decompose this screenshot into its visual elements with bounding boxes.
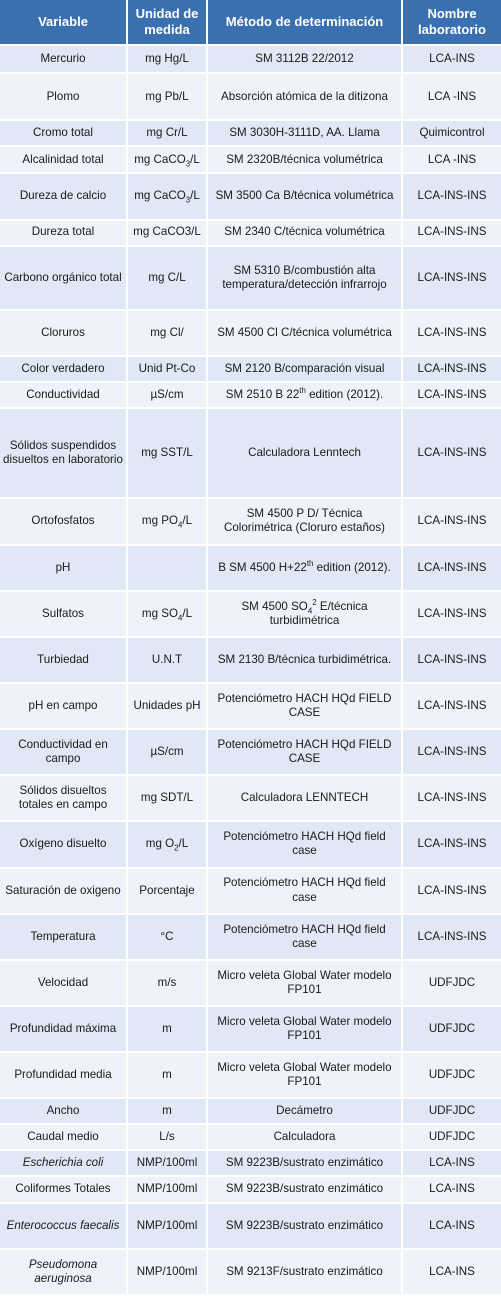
variable-text: Profundidad máxima <box>9 1021 117 1035</box>
metodo-part: th <box>306 558 314 568</box>
metodo-text: SM 9213F/sustrato enzimático <box>226 1264 383 1278</box>
table-row <box>0 147 501 174</box>
metodo-text: SM 9223B/sustrato enzimático <box>225 1156 384 1170</box>
cell-laboratorio <box>403 915 501 961</box>
variable-text: Saturación de oxigeno <box>5 883 121 897</box>
variable-text: Carbono orgánico total <box>4 270 122 284</box>
unidad-text: m/s <box>157 975 177 989</box>
unidad-part: mg O <box>145 837 175 851</box>
unidad-part: 4 <box>178 612 183 622</box>
cell-laboratorio <box>403 121 501 147</box>
cell-unidad <box>128 174 208 220</box>
unidad-text: L/s <box>159 1130 175 1144</box>
variable-text: Cromo total <box>33 126 93 140</box>
table-row <box>0 869 501 915</box>
cell-metodo <box>208 1053 403 1099</box>
laboratorio-text: LCA-INS-INS <box>417 837 487 851</box>
header-row <box>0 0 501 46</box>
header-laboratorio <box>403 0 501 46</box>
header-unidad-label: Unidad de medida <box>135 6 199 37</box>
cell-laboratorio <box>403 638 501 684</box>
metodo-text: Calculadora <box>273 1130 336 1144</box>
cell-metodo <box>208 1151 403 1177</box>
header-variable <box>0 0 128 46</box>
metodo-text: SM 3500 Ca B/técnica volumétrica <box>215 189 394 203</box>
metodo-text: SM 4500 P D/ Técnica Colorimétrica (Cloruro estaños) <box>223 507 386 535</box>
metodo-text: Potenciómetro HACH HQd field case <box>223 830 386 858</box>
table-row <box>0 499 501 545</box>
table-row <box>0 1125 501 1151</box>
metodo-part: B SM 4500 H+22 <box>218 560 307 574</box>
cell-laboratorio <box>403 869 501 915</box>
cell-laboratorio <box>403 311 501 357</box>
table-row <box>0 247 501 311</box>
variable-text: Pseudomona aeruginosa <box>28 1257 98 1285</box>
variable-text: Oxígeno disuelto <box>19 837 107 851</box>
laboratorio-text: LCA-INS-INS <box>417 225 487 239</box>
cell-laboratorio <box>403 1007 501 1053</box>
cell-variable <box>0 1204 128 1250</box>
cell-unidad <box>128 311 208 357</box>
cell-laboratorio <box>403 776 501 822</box>
cell-unidad <box>128 221 208 247</box>
metodo-text: SM 9223B/sustrato enzimático <box>225 1218 384 1232</box>
metodo-text: SM 5310 B/combustión alta temperatura/detección infrarrojo <box>222 263 387 291</box>
unidad-text: Porcentaje <box>139 883 195 897</box>
unidad-text: mg Hg/L <box>145 51 189 65</box>
unidad-text: µS/cm <box>150 387 184 401</box>
table-row <box>0 730 501 776</box>
header-metodo-label: Método de determinación <box>225 14 384 30</box>
cell-variable <box>0 961 128 1007</box>
cell-metodo <box>208 121 403 147</box>
laboratorio-text: LCA-INS <box>429 1218 475 1232</box>
unidad-part: /L <box>178 837 189 851</box>
metodo-text: SM 9223B/sustrato enzimático <box>225 1182 384 1196</box>
variable-text: Ortofosfatos <box>31 514 95 528</box>
variable-text: pH <box>55 560 71 574</box>
table-row <box>0 121 501 147</box>
laboratorio-text: UDFJDC <box>428 1021 476 1035</box>
metodo-part: th <box>299 386 306 396</box>
cell-metodo <box>208 1007 403 1053</box>
table-row <box>0 822 501 868</box>
cell-unidad <box>128 592 208 638</box>
cell-metodo <box>208 74 403 121</box>
table-row <box>0 684 501 730</box>
cell-laboratorio <box>403 174 501 220</box>
variable-text: Plomo <box>46 89 80 103</box>
cell-variable <box>0 409 128 499</box>
cell-metodo <box>208 1099 403 1125</box>
laboratorio-text: LCA-INS <box>429 1156 475 1170</box>
cell-metodo <box>208 46 403 74</box>
table-body <box>0 46 501 1296</box>
cell-metodo <box>208 1250 403 1296</box>
cell-metodo <box>208 174 403 220</box>
variable-text: Dureza total <box>31 225 95 239</box>
unidad-part: mg CaCO <box>134 189 186 203</box>
laboratorio-text: LCA -INS <box>427 89 477 103</box>
variable-text: Caudal medio <box>27 1130 99 1144</box>
cell-laboratorio <box>403 592 501 638</box>
cell-variable <box>0 121 128 147</box>
cell-unidad <box>128 46 208 74</box>
cell-variable <box>0 46 128 74</box>
cell-unidad <box>128 1125 208 1151</box>
metodo-text: Micro veleta Global Water modelo FP101 <box>217 1060 392 1089</box>
cell-variable <box>0 638 128 684</box>
unidad-part: mg SO <box>141 606 178 620</box>
cell-unidad <box>128 546 208 592</box>
cell-laboratorio <box>403 822 501 868</box>
cell-unidad <box>128 638 208 684</box>
cell-laboratorio <box>403 1204 501 1250</box>
cell-metodo <box>208 247 403 311</box>
cell-laboratorio <box>403 546 501 592</box>
cell-unidad <box>128 1151 208 1177</box>
table-row <box>0 46 501 74</box>
cell-laboratorio <box>403 409 501 499</box>
variable-text: Escherichia coli <box>22 1156 104 1170</box>
table-row <box>0 1204 501 1250</box>
table-row <box>0 1177 501 1203</box>
metodo-text: SM 2120 B/comparación visual <box>224 361 385 375</box>
cell-metodo <box>208 592 403 638</box>
laboratorio-text: LCA-INS <box>429 1182 475 1196</box>
variable-text: Mercurio <box>40 51 86 65</box>
laboratorio-text: LCA-INS-INS <box>417 791 487 805</box>
unidad-text: mg C/L <box>148 270 186 284</box>
metodo-text: SM 2130 B/técnica turbidimétrica. <box>217 652 392 666</box>
cell-variable <box>0 869 128 915</box>
cell-laboratorio <box>403 247 501 311</box>
variable-text: Conductividad <box>26 387 100 401</box>
variable-text: Sólidos disueltos totales en campo <box>18 784 108 812</box>
cell-metodo <box>208 311 403 357</box>
variable-text: Turbiedad <box>37 652 89 666</box>
header-unidad <box>128 0 208 46</box>
cell-variable <box>0 1151 128 1177</box>
variable-text: Conductividad en campo <box>18 738 108 766</box>
cell-laboratorio <box>403 961 501 1007</box>
laboratorio-text: LCA-INS <box>429 51 475 65</box>
metodo-part: 4 <box>307 605 313 615</box>
table-row <box>0 1007 501 1053</box>
cell-laboratorio <box>403 730 501 776</box>
cell-variable <box>0 730 128 776</box>
laboratorio-text: LCA -INS <box>427 152 477 166</box>
variable-text: Coliformes Totales <box>15 1182 111 1196</box>
cell-variable <box>0 311 128 357</box>
unidad-text: µS/cm <box>150 745 184 759</box>
cell-unidad <box>128 1099 208 1125</box>
table-row <box>0 776 501 822</box>
cell-laboratorio <box>403 147 501 174</box>
unidad-part: /L <box>190 152 200 166</box>
variable-text: Velocidad <box>37 975 89 989</box>
cell-laboratorio <box>403 1125 501 1151</box>
unidad-text: m <box>162 1021 172 1035</box>
metodo-part: edition (2012). <box>313 560 391 574</box>
cell-laboratorio <box>403 1099 501 1125</box>
metodo-text: Potenciómetro HACH HQd field case <box>223 922 386 950</box>
unidad-text: mg Cr/L <box>146 126 188 140</box>
variable-text: Ancho <box>46 1104 80 1118</box>
laboratorio-text: UDFJDC <box>428 1068 476 1082</box>
variable-text: Enterococcus faecalis <box>6 1218 120 1232</box>
cell-unidad <box>128 1250 208 1296</box>
cell-unidad <box>128 1007 208 1053</box>
cell-unidad <box>128 121 208 147</box>
cell-laboratorio <box>403 74 501 121</box>
cell-laboratorio <box>403 684 501 730</box>
laboratorio-text: LCA-INS-INS <box>417 514 487 528</box>
table-row <box>0 311 501 357</box>
laboratorio-text: UDFJDC <box>428 975 476 989</box>
unidad-part: 2 <box>174 843 179 853</box>
metodo-text: SM 2340 C/técnica volumétrica <box>224 225 385 239</box>
cell-variable <box>0 915 128 961</box>
cell-metodo <box>208 776 403 822</box>
unidad-text: m <box>162 1104 172 1118</box>
metodo-part: SM 2510 B 22 <box>225 387 300 401</box>
cell-metodo <box>208 915 403 961</box>
metodo-text: SM 4500 Cl C/técnica volumétrica <box>217 325 392 339</box>
cell-variable <box>0 1250 128 1296</box>
variable-text: pH en campo <box>28 698 98 712</box>
metodo-text: Potenciómetro HACH HQd FIELD CASE <box>217 691 392 719</box>
variable-text: Temperatura <box>30 929 96 943</box>
laboratorio-text: LCA-INS-INS <box>417 325 487 339</box>
cell-variable <box>0 1125 128 1151</box>
header-metodo <box>208 0 403 46</box>
cell-metodo <box>208 869 403 915</box>
unidad-text: U.N.T <box>151 652 183 666</box>
table-row <box>0 961 501 1007</box>
cell-variable <box>0 247 128 311</box>
unidad-part: /L <box>182 514 193 528</box>
metodo-text: Calculadora LENNTECH <box>240 791 369 805</box>
cell-laboratorio <box>403 1177 501 1203</box>
unidad-text: NMP/100ml <box>136 1156 198 1170</box>
metodo-text: Micro veleta Global Water modelo FP101 <box>217 968 392 996</box>
cell-laboratorio <box>403 383 501 409</box>
table-row <box>0 915 501 961</box>
cell-unidad <box>128 409 208 499</box>
cell-metodo <box>208 684 403 730</box>
cell-variable <box>0 74 128 121</box>
table-row <box>0 546 501 592</box>
variable-text: Cloruros <box>41 325 85 339</box>
cell-unidad <box>128 383 208 409</box>
laboratorio-text: LCA-INS-INS <box>417 883 487 897</box>
metodo-text: SM 3030H-3111D, AA. Llama <box>229 126 380 140</box>
laboratorio-text: LCA-INS-INS <box>417 745 487 759</box>
laboratorio-text: LCA-INS-INS <box>417 929 487 943</box>
table-row <box>0 221 501 247</box>
unidad-text: NMP/100ml <box>136 1264 198 1278</box>
laboratorio-text: UDFJDC <box>428 1104 476 1118</box>
metodo-part: edition (2012). <box>305 387 384 401</box>
table-row <box>0 1151 501 1177</box>
cell-unidad <box>128 247 208 311</box>
metodo-part: SM 4500 SO <box>241 599 308 613</box>
unidad-text: mg Pb/L <box>145 89 189 103</box>
metodo-text: Potenciómetro HACH HQd field case <box>223 876 386 904</box>
cell-variable <box>0 1053 128 1099</box>
cell-unidad <box>128 147 208 174</box>
header-variable-label: Variable <box>38 14 88 30</box>
cell-variable <box>0 592 128 638</box>
cell-variable <box>0 546 128 592</box>
laboratorio-text: LCA-INS-INS <box>417 606 487 620</box>
unidad-part: /L <box>190 189 200 203</box>
cell-metodo <box>208 1177 403 1203</box>
cell-laboratorio <box>403 46 501 74</box>
metodo-text: SM 2320B/técnica volumétrica <box>226 152 383 166</box>
unidad-part: 3 <box>185 195 191 205</box>
cell-unidad <box>128 869 208 915</box>
variable-text: Color verdadero <box>21 361 105 375</box>
cell-laboratorio <box>403 499 501 545</box>
cell-metodo <box>208 409 403 499</box>
cell-variable <box>0 383 128 409</box>
table-row <box>0 357 501 383</box>
cell-variable <box>0 1177 128 1203</box>
table-row <box>0 383 501 409</box>
variable-text: Dureza de calcio <box>19 189 107 203</box>
laboratorio-text: LCA-INS-INS <box>417 560 487 574</box>
cell-laboratorio <box>403 357 501 383</box>
unidad-part: 4 <box>178 520 183 530</box>
laboratorio-text: Quimicontrol <box>419 126 485 140</box>
table-row <box>0 1053 501 1099</box>
cell-metodo <box>208 1125 403 1151</box>
laboratorio-text: UDFJDC <box>428 1130 476 1144</box>
cell-unidad <box>128 74 208 121</box>
cell-metodo <box>208 499 403 545</box>
cell-metodo <box>208 221 403 247</box>
laboratorio-text: LCA-INS <box>429 1264 475 1278</box>
cell-unidad <box>128 730 208 776</box>
metodo-part: E/técnica turbidimétrica <box>269 599 368 627</box>
metodo-text: Calculadora Lenntech <box>248 446 361 460</box>
unidad-part: mg CaCO <box>134 152 186 166</box>
cell-variable <box>0 822 128 868</box>
cell-variable <box>0 174 128 220</box>
table-row <box>0 638 501 684</box>
cell-unidad <box>128 776 208 822</box>
cell-metodo <box>208 1204 403 1250</box>
cell-unidad <box>128 1204 208 1250</box>
cell-laboratorio <box>403 1151 501 1177</box>
unidad-text: Unidades pH <box>133 698 201 712</box>
table-row <box>0 74 501 121</box>
cell-laboratorio <box>403 1053 501 1099</box>
cell-laboratorio <box>403 1250 501 1296</box>
laboratorio-text: LCA-INS-INS <box>417 698 487 712</box>
cell-unidad <box>128 1053 208 1099</box>
laboratorio-text: LCA-INS-INS <box>417 189 487 203</box>
cell-unidad <box>128 822 208 868</box>
variable-text: Profundidad media <box>14 1068 112 1082</box>
cell-metodo <box>208 383 403 409</box>
metodo-part: 2 <box>312 597 317 607</box>
cell-variable <box>0 1099 128 1125</box>
unidad-text: mg SDT/L <box>140 791 194 805</box>
unidad-text: NMP/100ml <box>136 1218 198 1232</box>
variable-text: Sólidos suspendidos disueltos en laboratorio <box>3 439 123 467</box>
metodo-text: Potenciómetro HACH HQd FIELD CASE <box>217 738 392 766</box>
cell-unidad <box>128 684 208 730</box>
cell-laboratorio <box>403 221 501 247</box>
unidad-part: 3 <box>185 159 191 169</box>
unidad-text: Unid Pt-Co <box>138 361 196 375</box>
table-row <box>0 409 501 499</box>
laboratorio-text: LCA-INS-INS <box>417 361 487 375</box>
cell-unidad <box>128 961 208 1007</box>
unidad-text: NMP/100ml <box>136 1182 198 1196</box>
metodo-text: Micro veleta Global Water modelo FP101 <box>217 1014 392 1042</box>
cell-metodo <box>208 822 403 868</box>
laboratorio-text: LCA-INS-INS <box>417 652 487 666</box>
header-laboratorio-label: Nombre laboratorio <box>418 6 486 37</box>
cell-variable <box>0 1007 128 1053</box>
cell-metodo <box>208 638 403 684</box>
laboratorio-text: LCA-INS-INS <box>417 446 487 460</box>
cell-unidad <box>128 499 208 545</box>
unidad-text: m <box>162 1068 172 1082</box>
cell-variable <box>0 147 128 174</box>
cell-variable <box>0 684 128 730</box>
metodo-text: Absorción atómica de la ditizona <box>221 89 388 103</box>
variable-text: Sulfatos <box>42 606 84 620</box>
cell-metodo <box>208 546 403 592</box>
cell-unidad <box>128 357 208 383</box>
cell-metodo <box>208 961 403 1007</box>
unidad-text: mg CaCO3/L <box>133 225 201 239</box>
table-row <box>0 1099 501 1125</box>
cell-unidad <box>128 915 208 961</box>
metodo-text: Decámetro <box>276 1104 333 1118</box>
cell-variable <box>0 221 128 247</box>
cell-variable <box>0 776 128 822</box>
table-row <box>0 1250 501 1296</box>
metodo-text: SM 3112B 22/2012 <box>255 51 354 65</box>
unidad-part: mg PO <box>141 514 178 528</box>
cell-unidad <box>128 1177 208 1203</box>
laboratorio-text: LCA-INS-INS <box>417 270 487 284</box>
cell-metodo <box>208 357 403 383</box>
cell-metodo <box>208 147 403 174</box>
variable-text: Alcalinidad total <box>22 152 104 166</box>
table-row <box>0 592 501 638</box>
cell-variable <box>0 499 128 545</box>
unidad-text: mg Cl/ <box>150 325 184 339</box>
unidad-part: /L <box>182 606 193 620</box>
cell-variable <box>0 357 128 383</box>
laboratorio-text: LCA-INS-INS <box>417 387 487 401</box>
unidad-text: °C <box>160 929 174 943</box>
cell-metodo <box>208 730 403 776</box>
table-row <box>0 174 501 220</box>
unidad-text: mg SST/L <box>141 446 193 460</box>
